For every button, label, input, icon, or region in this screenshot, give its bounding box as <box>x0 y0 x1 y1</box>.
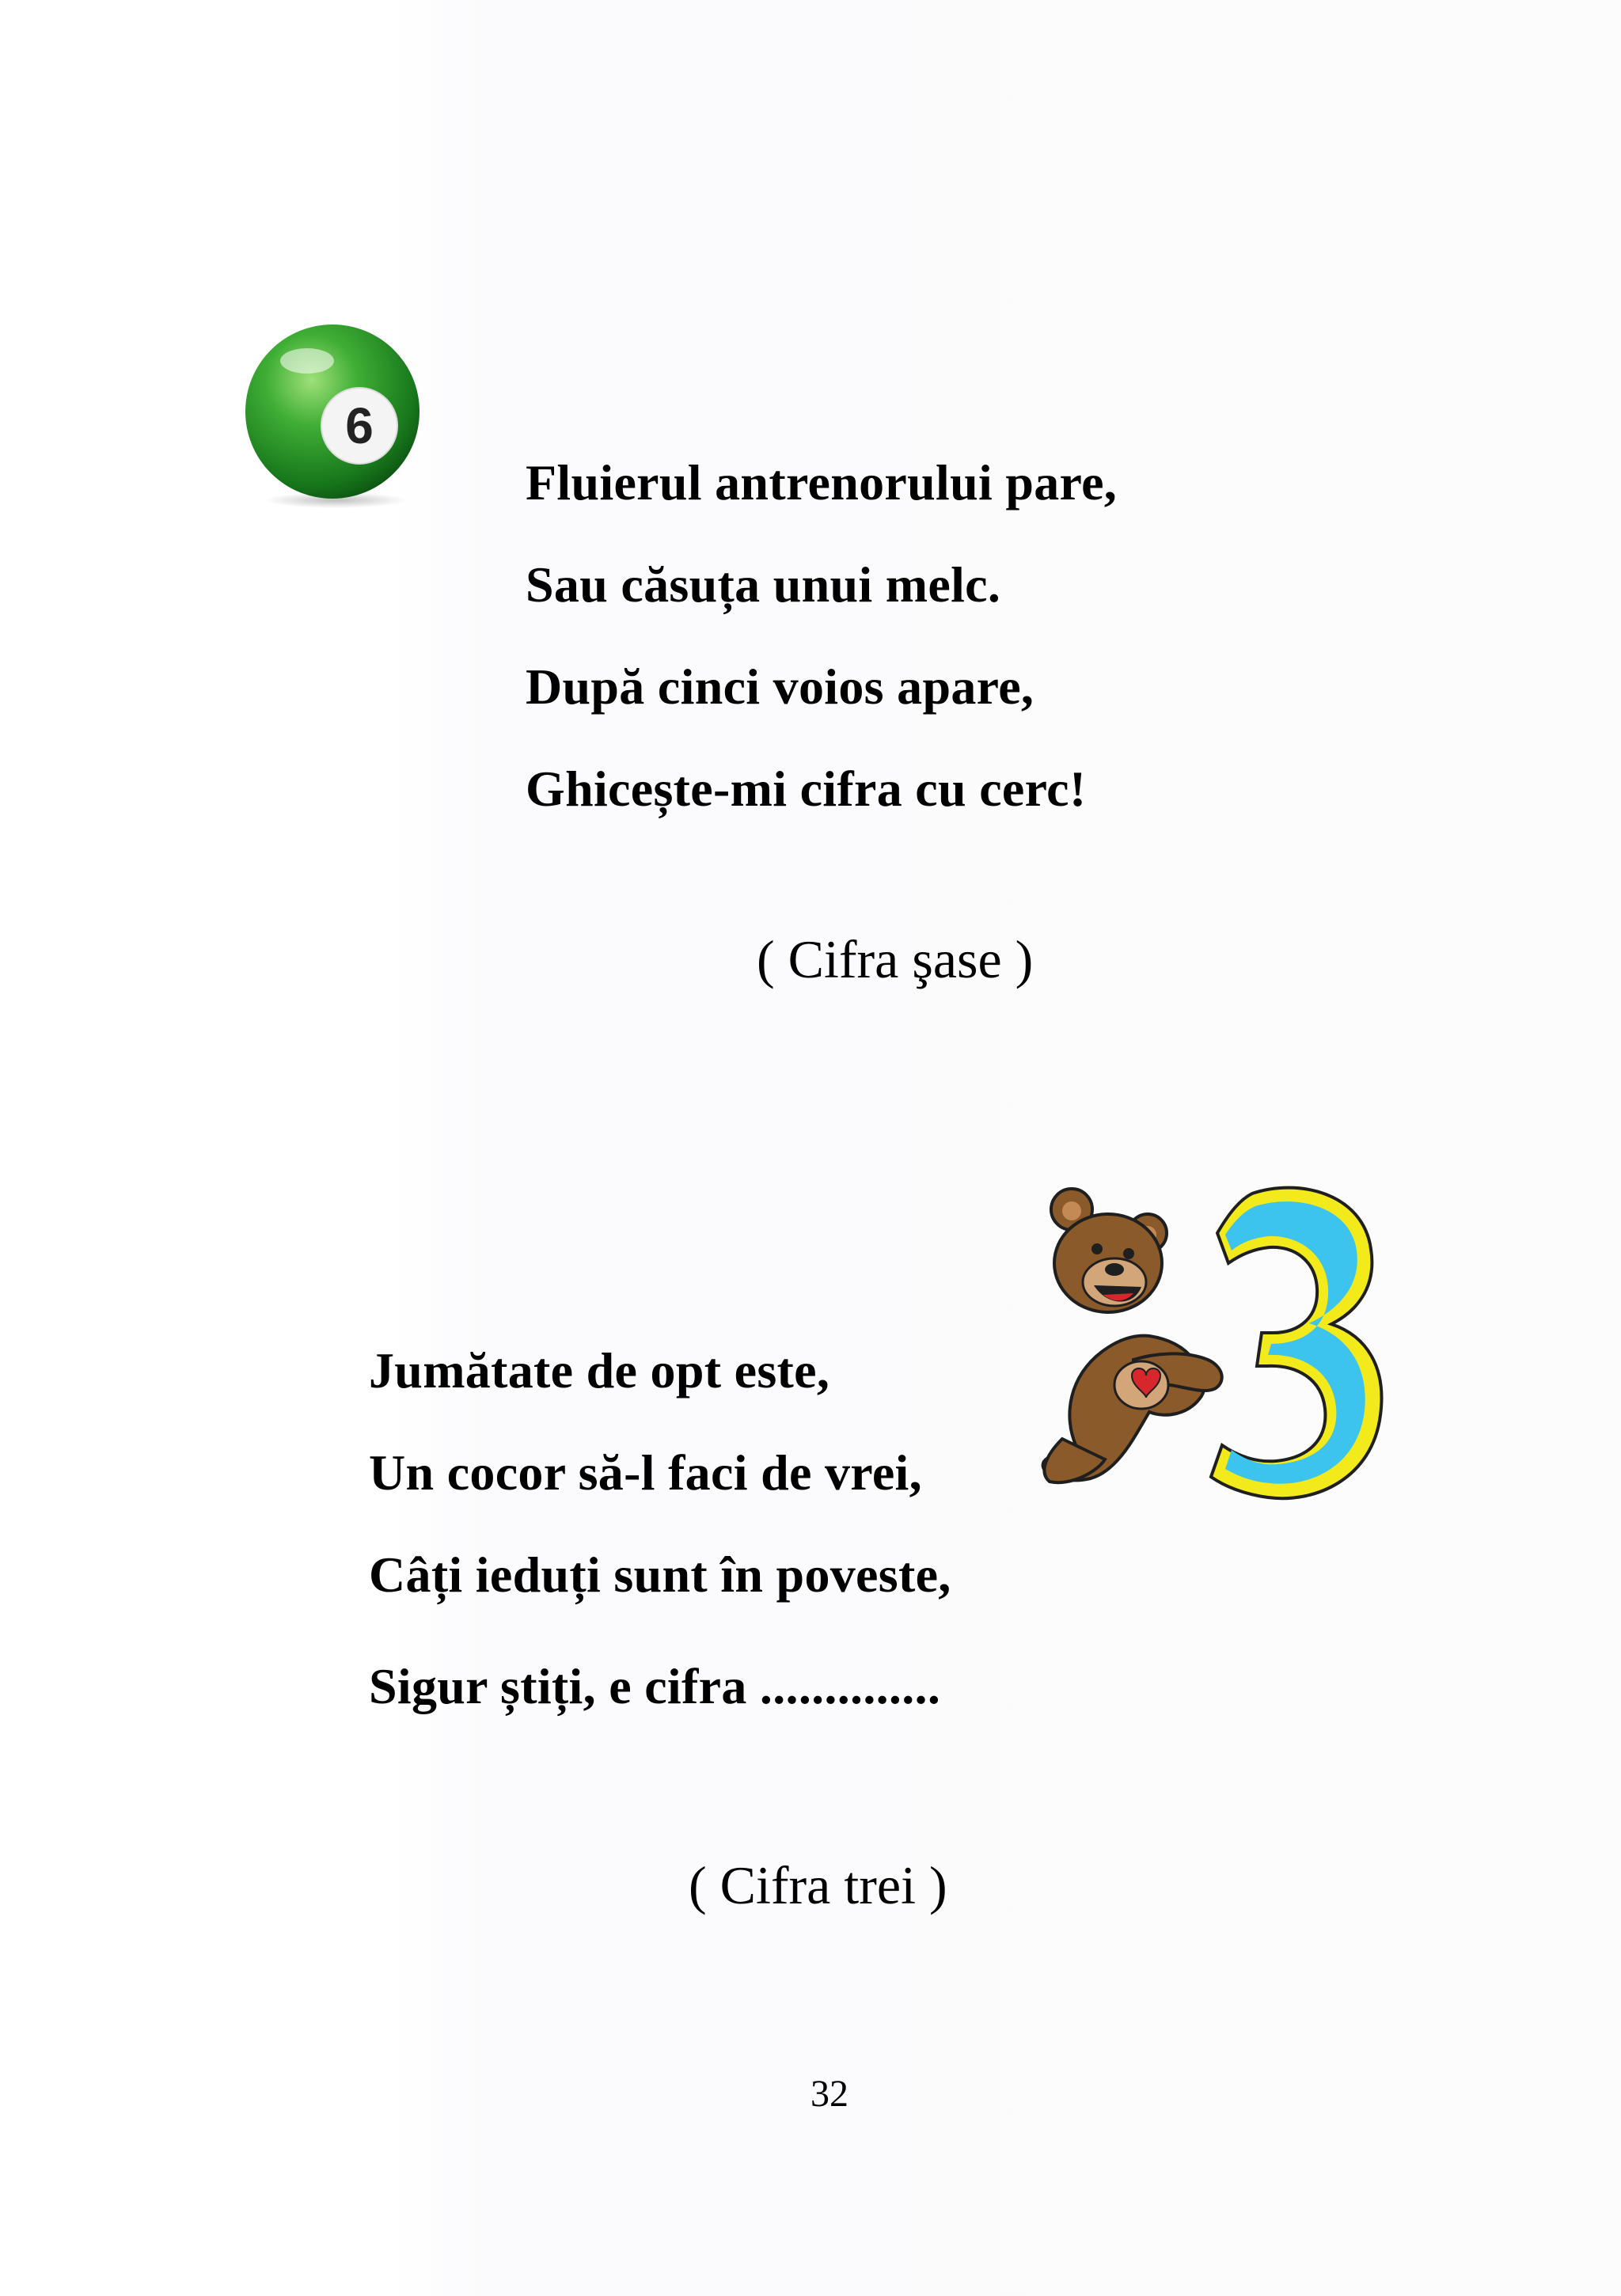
bear-with-number-three-icon <box>1015 1178 1388 1504</box>
riddle-six-answer: ( Cifra şase ) <box>757 929 1034 989</box>
riddle-three-line-1: Jumătate de opt este, <box>369 1342 830 1398</box>
billiard-ball-six-icon <box>239 323 426 510</box>
page-number: 32 <box>810 2073 848 2115</box>
riddle-three-line-2: Un cocor să-l faci de vrei, <box>369 1444 922 1501</box>
riddle-six-line-2: Sau căsuța unui melc. <box>526 556 1001 613</box>
riddle-six-line-3: După cinci voios apare, <box>526 658 1034 715</box>
riddle-three-answer: ( Cifra trei ) <box>689 1855 947 1915</box>
riddle-six-line-1: Fluierul antrenorului pare, <box>526 454 1118 510</box>
riddle-six-line-4: Ghicește-mi cifra cu cerc! <box>526 761 1087 817</box>
ball-digit: 6 <box>345 397 374 454</box>
riddle-three-line-3: Câți ieduți sunt în poveste, <box>369 1546 951 1603</box>
riddle-three-line-4: Sigur știți, e cifra .............. <box>369 1658 941 1714</box>
